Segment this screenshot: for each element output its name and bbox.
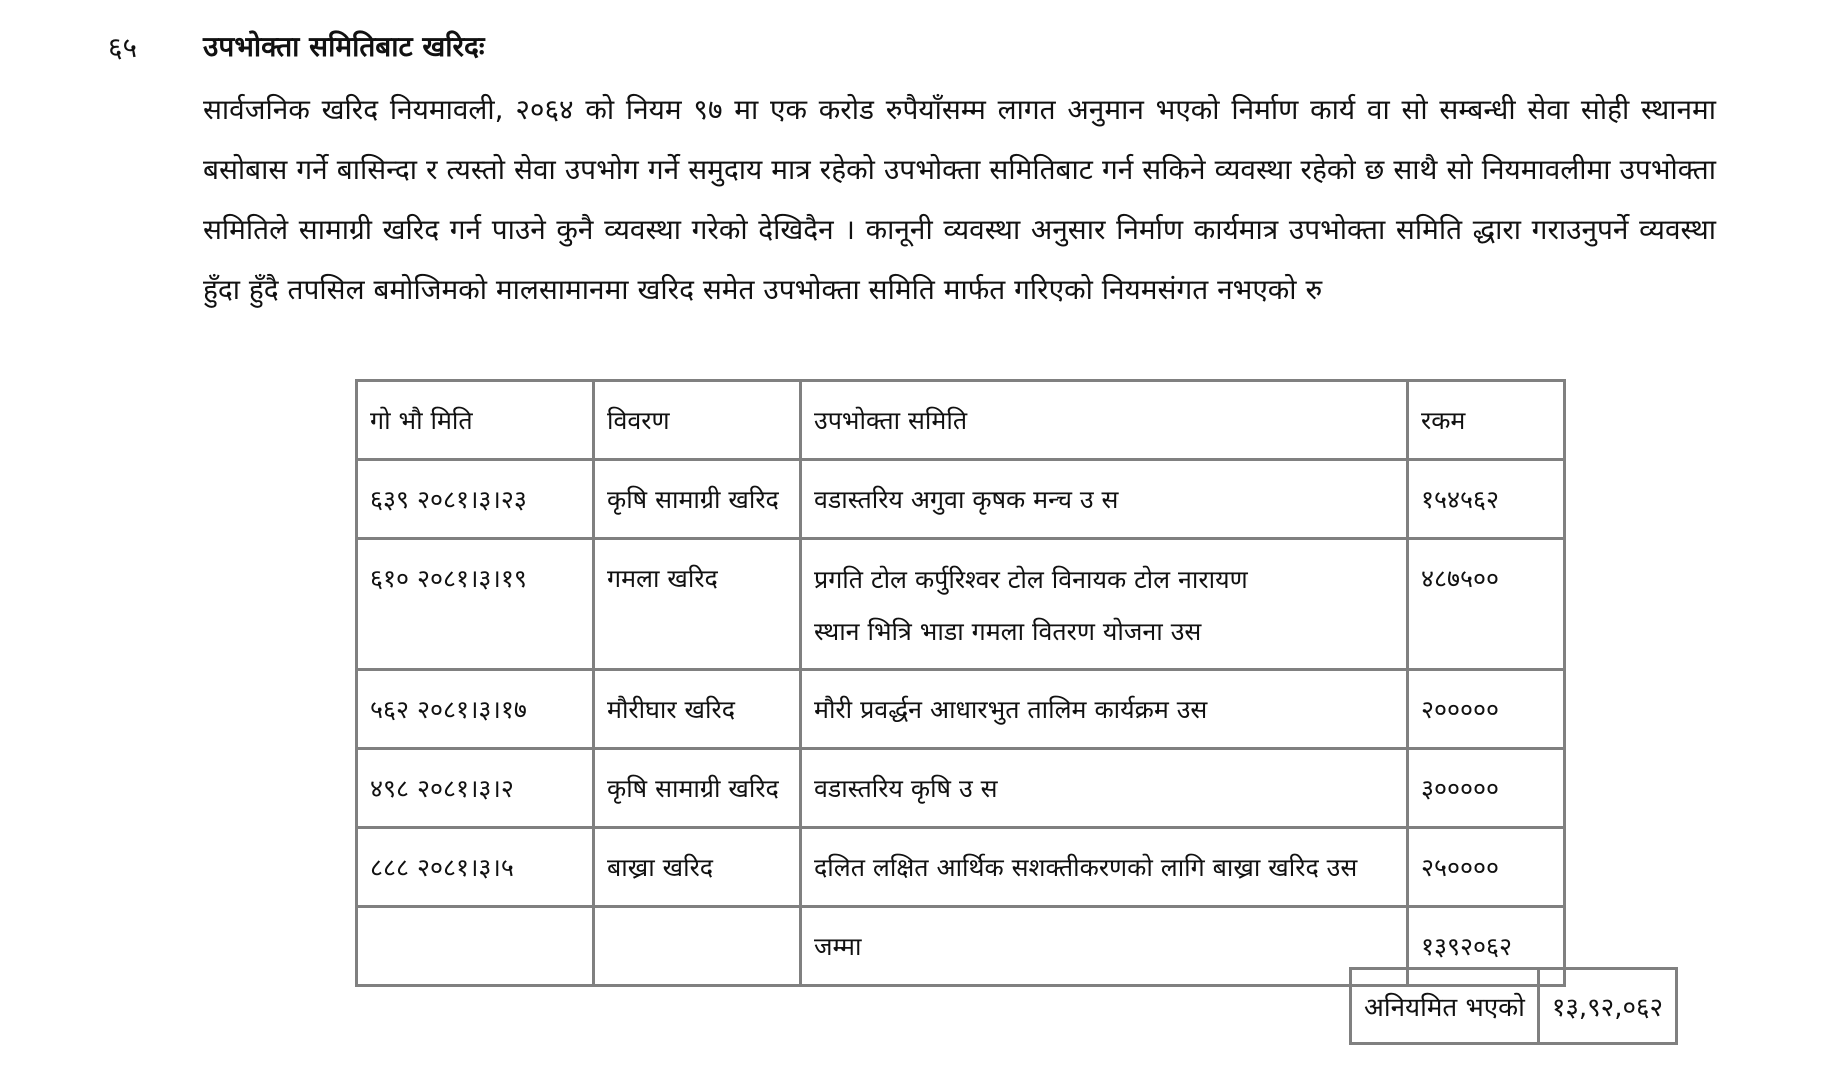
cell-ref-date: ५६२ २०८१।३।१७ xyxy=(357,670,594,749)
header-ref-date: गो भौ मिति xyxy=(357,381,594,460)
cell-ref-date: ६३९ २०८१।३।२३ xyxy=(357,460,594,539)
cell-committee-line: प्रगति टोल कर्पुरिश्वर टोल विनायक टोल नारायण xyxy=(814,565,1248,594)
cell-description: कृषि सामाग्री खरिद xyxy=(594,749,801,828)
cell-amount: २५०००० xyxy=(1408,828,1565,907)
cell-committee-line: स्थान भित्रि भाडा गमला वितरण योजना उस xyxy=(814,617,1202,646)
header-committee: उपभोक्ता समिति xyxy=(801,381,1408,460)
cell-ref-date: ६१० २०८१।३।१९ xyxy=(357,539,594,670)
table-row xyxy=(357,828,1565,907)
cell-committee: वडास्तरिय अगुवा कृषक मन्च उ स xyxy=(801,460,1408,539)
cell-description: बाख्रा खरिद xyxy=(594,828,801,907)
cell-description: कृषि सामाग्री खरिद xyxy=(594,460,801,539)
section-paragraph: सार्वजनिक खरिद नियमावली, २०६४ को नियम ९७ मा एक करोड रुपैयाँसम्म लागत अनुमान भएको निर्माण कार्य वा सो सम्बन्धी सेवा सोही स्थानमा बसोबास गर्ने बासिन्दा र त्यस्तो सेवा उपभोग गर्ने समुदाय मात्र रहेको उपभोक्ता समितिबाट गर्न सकिने व्यवस्था रहेको छ साथै सो नियमावलीमा उपभोक्ता समितिले सामाग्री खरिद गर्न पाउने कुनै व्यवस्था गरेको देखिदैन । कानूनी व्यवस्था अनुसार निर्माण कार्यमात्र उपभोक्ता समिति द्धारा गराउनुपर्ने व्यवस्था हुँदा हुँदै तपसिल बमोजिमको मालसामानमा खरिद समेत उपभोक्ता समिति मार्फत गरिएको नियमसंगत नभएको रु xyxy=(203,93,1716,306)
purchase-table xyxy=(355,379,1566,987)
cell-description: मौरीघार खरिद xyxy=(594,670,801,749)
cell-amount: २००००० xyxy=(1408,670,1565,749)
irregular-row xyxy=(1351,969,1677,1044)
cell-committee xyxy=(801,539,1408,670)
section-number: ६५ xyxy=(108,31,138,64)
cell-description: गमला खरिद xyxy=(594,539,801,670)
irregular-amount: १३,९२,०६२ xyxy=(1538,969,1676,1044)
header-amount: रकम xyxy=(1408,381,1565,460)
cell-empty xyxy=(357,907,594,986)
cell-committee: वडास्तरिय कृषि उ स xyxy=(801,749,1408,828)
table-row xyxy=(357,460,1565,539)
cell-committee: दलित लक्षित आर्थिक सशक्तीकरणको लागि बाख्रा खरिद उस xyxy=(801,828,1408,907)
table-header-row xyxy=(357,381,1565,460)
table-row xyxy=(357,670,1565,749)
total-label: जम्मा xyxy=(801,907,1408,986)
table-row xyxy=(357,749,1565,828)
irregular-label: अनियमित भएको xyxy=(1351,969,1539,1044)
cell-amount: ४८७५०० xyxy=(1408,539,1565,670)
cell-amount: १५४५६२ xyxy=(1408,460,1565,539)
cell-amount: ३००००० xyxy=(1408,749,1565,828)
cell-committee: मौरी प्रवर्द्धन आधारभुत तालिम कार्यक्रम उस xyxy=(801,670,1408,749)
cell-empty xyxy=(594,907,801,986)
total-amount: १३९२०६२ xyxy=(1408,907,1565,986)
header-description: विवरण xyxy=(594,381,801,460)
irregular-amount-box xyxy=(1349,967,1678,1045)
section-heading: उपभोक्ता समितिबाट खरिदः xyxy=(203,30,485,63)
cell-ref-date: ८८८ २०८१।३।५ xyxy=(357,828,594,907)
table-row xyxy=(357,539,1565,670)
cell-ref-date: ४९८ २०८१।३।२ xyxy=(357,749,594,828)
